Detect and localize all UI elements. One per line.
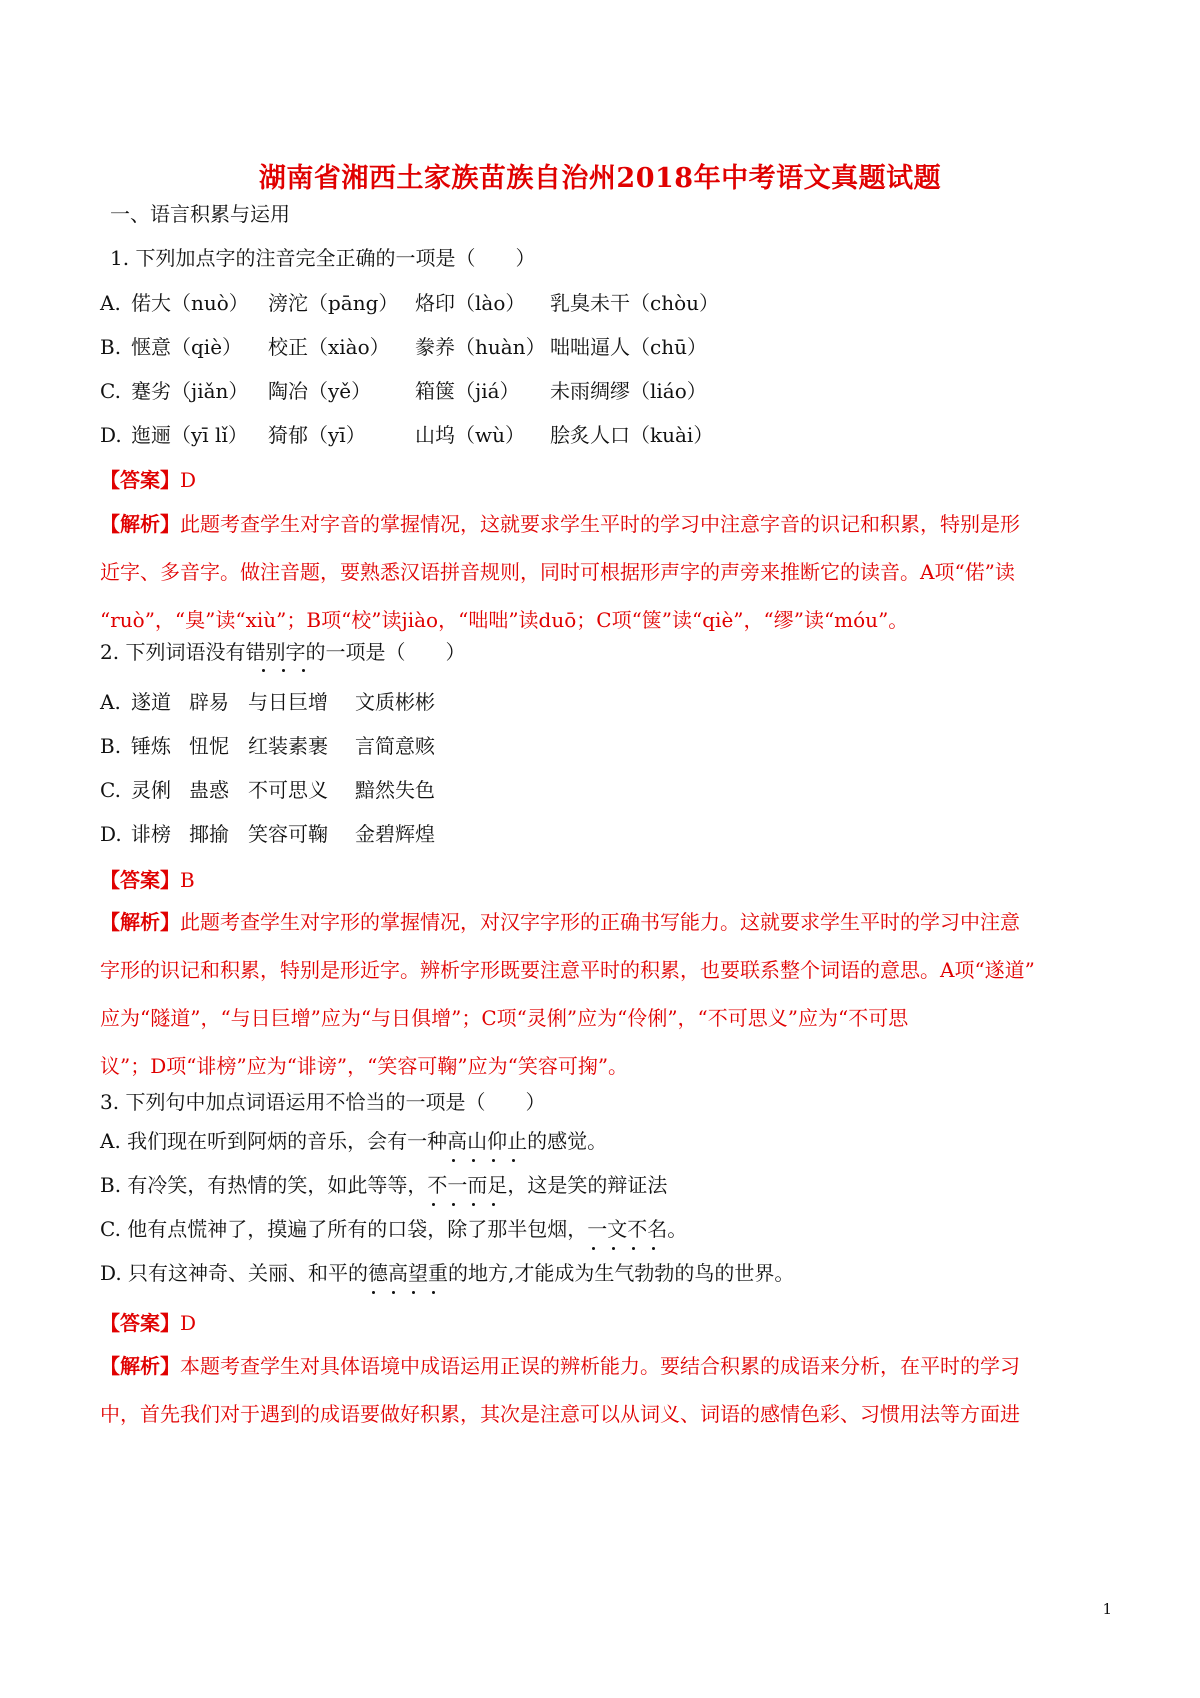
analysis-tag: 【解析】 [100,512,180,536]
question-1-stem: 1. 下列加点字的注音完全正确的一项是（ ） [110,246,536,270]
option-label: A. [100,690,121,714]
option-label: A. [100,291,121,315]
option-item: 黯然失色 [355,778,435,802]
analysis-tag: 【解析】 [100,910,180,934]
option-item: 咄咄逼人（chū） [550,335,707,359]
option-item: 猗郁（yī） [268,423,366,447]
emphasis-dot [302,669,305,672]
analysis-line: 本题考查学生对具体语境中成语运用正误的辨析能力。要结合积累的成语来分析，在平时的学习 [180,1354,1020,1378]
emphasis-dot [592,1247,595,1250]
option-item: 蛊惑 [189,778,229,802]
question-3-stem: 3. 下列句中加点词语运用不恰当的一项是（ ） [100,1090,546,1114]
emphasis-dot [432,1203,435,1206]
option-line: D. 只有这神奇、关丽、和平的德高望重的地方,才能成为生气勃勃的鸟的世界。 [100,1261,795,1285]
answer-line [100,466,196,494]
answer-value: D [180,1311,197,1335]
option-item: 烙印（lào） [415,291,526,315]
analysis-block [100,500,1100,644]
option-label: B. [100,335,122,359]
option-item: 蹇劣（jiǎn） [131,379,249,403]
analysis-line: 字形的识记和积累，特别是形近字。辨析字形既要注意平时的积累，也要联系整个词语的意思。A项“遂道” [100,958,1035,982]
emphasis-dot [612,1247,615,1250]
analysis-block [100,1342,1100,1438]
option-item: 诽榜 [131,822,171,846]
option-item: 脍炙人口（kuài） [550,423,714,447]
option-item: 言简意赅 [355,734,435,758]
option-item: 红装素裹 [248,734,328,758]
option-item: 与日巨增 [248,690,328,714]
analysis-line: “ruò”，“臭”读“xiù”；B项“校”读jiào，“咄咄”读duō；C项“箧”读“qiè”，“缪”读“móu”。 [100,608,909,632]
emphasis-dot [652,1247,655,1250]
page-number: 1 [1102,1600,1112,1618]
answer-line [100,866,195,894]
option-item: 灵俐 [131,778,171,802]
option-item: 遂道 [131,690,171,714]
option-line: C. 他有点慌神了，摸遍了所有的口袋，除了那半包烟，一文不名。 [100,1217,688,1241]
analysis-line: 此题考查学生对字音的掌握情况，这就要求学生平时的学习中注意字音的识记和积累，特别是形 [180,512,1020,536]
option-item: 笑容可鞠 [248,822,328,846]
option-item: 箱箧（jiá） [415,379,520,403]
option-item: 惬意（qiè） [131,335,243,359]
emphasis-dot [632,1247,635,1250]
option-item: 豢养（huàn） [415,335,546,359]
option-item: 金碧辉煌 [355,822,435,846]
answer-line [100,1309,196,1337]
emphasis-dot [412,1291,415,1294]
option-item: 滂沱（pāng） [268,291,399,315]
option-item: 辟易 [189,690,229,714]
option-item: 偌大（nuò） [131,291,249,315]
section-heading: 一、语言积累与运用 [110,202,290,226]
option-item: 不可思义 [248,778,328,802]
option-item: 山坞（wù） [415,423,525,447]
option-item: 揶揄 [189,822,229,846]
option-item: 陶冶（yě） [268,379,372,403]
option-label: B. [100,734,122,758]
emphasis-dot [392,1291,395,1294]
option-label: C. [100,778,121,802]
emphasis-dot [432,1291,435,1294]
answer-tag: 【答案】 [100,1311,180,1335]
option-label: D. [100,423,122,447]
analysis-line: 中，首先我们对于遇到的成语要做好积累，其次是注意可以从词义、词语的感情色彩、习惯用法等方面进 [100,1402,1020,1426]
emphasis-dot [282,669,285,672]
option-item: 文质彬彬 [355,690,435,714]
option-label: D. [100,822,122,846]
page-title: 湖南省湘西土家族苗族自治州2018年中考语文真题试题 [258,163,942,194]
answer-tag: 【答案】 [100,468,180,492]
emphasis-dot [372,1291,375,1294]
analysis-line: 近字、多音字。做注音题，要熟悉汉语拼音规则，同时可根据形声字的声旁来推断它的读音。A项“偌”读 [100,560,1015,584]
option-item: 未雨绸缪（liáo） [550,379,707,403]
answer-value: B [180,868,195,892]
option-item: 乳臭未干（chòu） [550,291,720,315]
emphasis-dot [472,1203,475,1206]
option-label: C. [100,379,121,403]
answer-value: D [180,468,197,492]
analysis-line: 此题考查学生对字形的掌握情况，对汉字字形的正确书写能力。这就要求学生平时的学习中注意 [180,910,1020,934]
option-item: 校正（xiào） [268,335,390,359]
option-item: 锤炼 [131,734,171,758]
answer-tag: 【答案】 [100,868,180,892]
analysis-line: 议”；D项“诽榜”应为“诽谤”，“笑容可鞠”应为“笑容可掬”。 [100,1054,629,1078]
analysis-line: 应为“隧道”，“与日巨增”应为“与日俱增”；C项“灵俐”应为“伶俐”，“不可思义”应为“不可思 [100,1006,909,1030]
emphasis-dot [452,1159,455,1162]
analysis-block [100,898,1100,1090]
analysis-tag: 【解析】 [100,1354,180,1378]
option-item: 忸怩 [189,734,229,758]
emphasis-dot [492,1159,495,1162]
emphasis-dot [452,1203,455,1206]
emphasis-dot [262,669,265,672]
option-line: B. 有冷笑，有热情的笑，如此等等，不一而足，这是笑的辩证法 [100,1173,668,1197]
option-line: A. 我们现在听到阿炳的音乐，会有一种高山仰止的感觉。 [100,1129,608,1153]
option-item: 迤逦（yī lǐ） [131,423,248,447]
emphasis-dot [472,1159,475,1162]
emphasis-dot [512,1159,515,1162]
question-2-stem: 2. 下列词语没有错别字的一项是（ ） [100,640,466,664]
emphasis-dot [492,1203,495,1206]
